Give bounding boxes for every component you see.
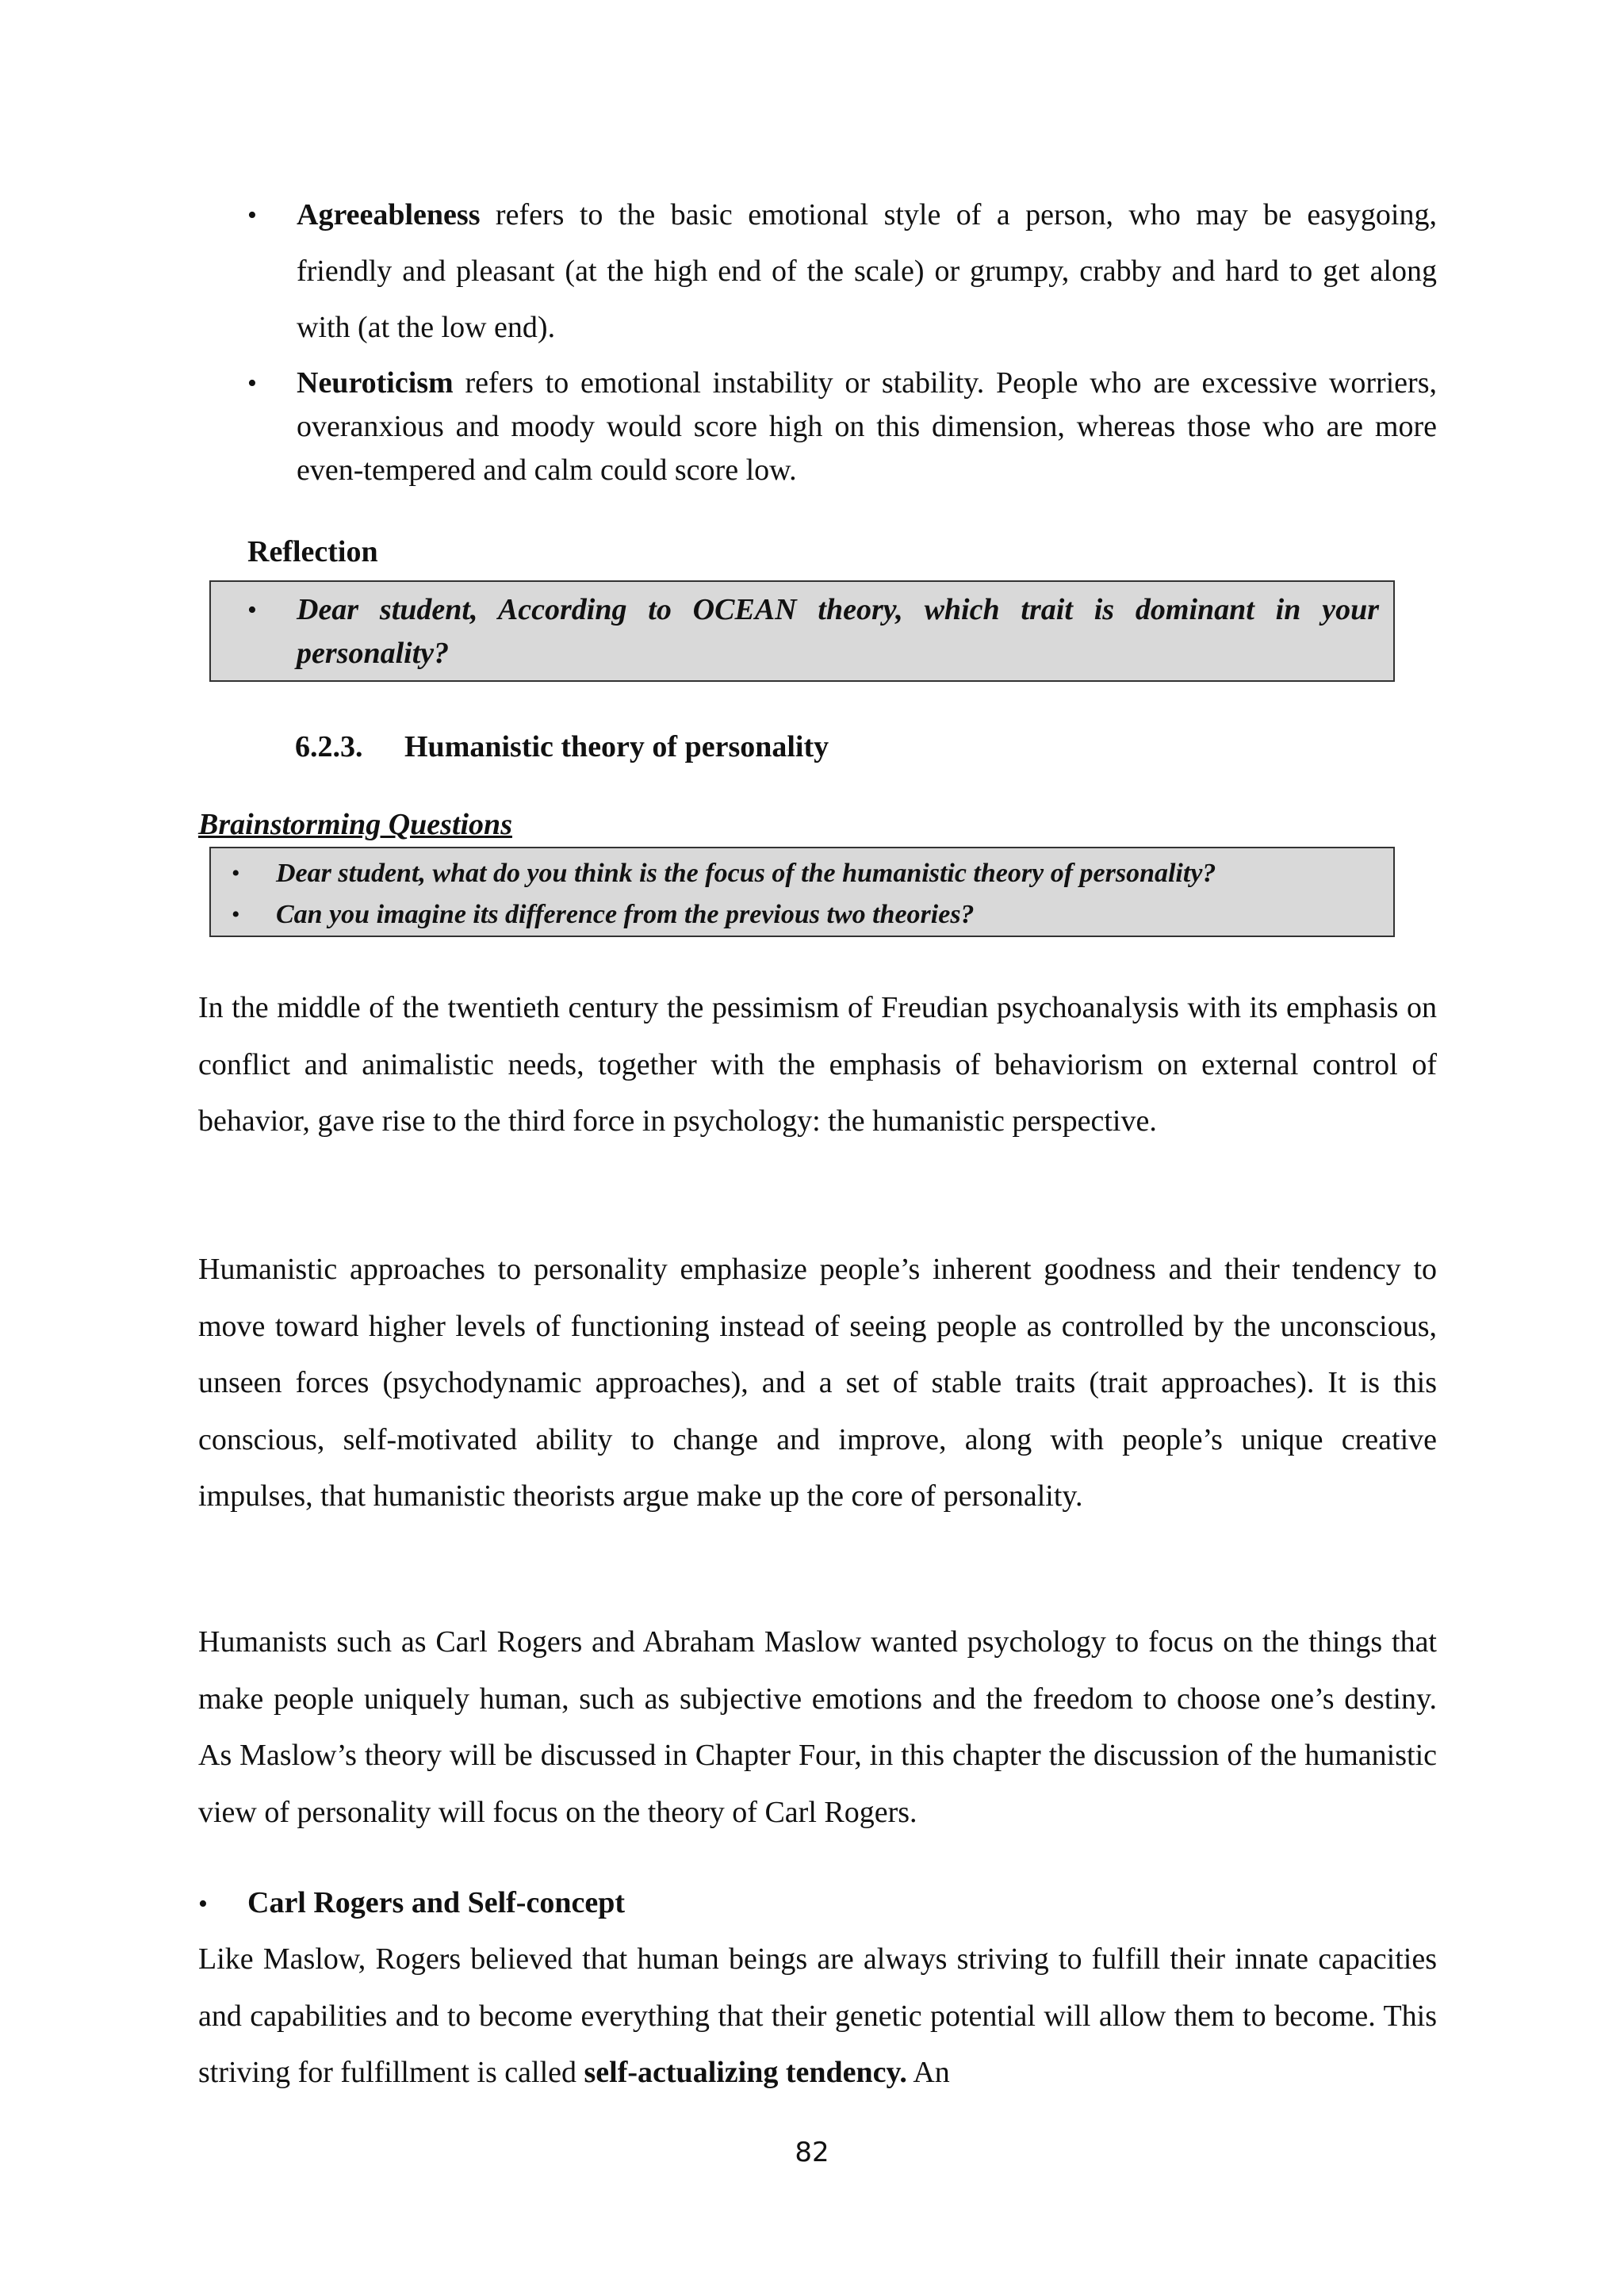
term-neuroticism: Neuroticism: [297, 366, 454, 400]
section-number: 6.2.3.: [295, 730, 363, 763]
carl-rogers-text-continued: An: [906, 2056, 950, 2089]
paragraph-humanists: Humanists such as Carl Rogers and Abraham Maslow wanted psychology to focus on the things that make people uniquely human, such as subjective emotions and the freedom to choose one’s destiny. As Maslow’s theory will be discussed in Chapter Four, in this chapter the discussion of the humanistic view of personality will focus on the theory of Carl Rogers.: [198, 1625, 1437, 1829]
reflection-question-text: Dear student, According to OCEAN theory, which trait is dominant in your personality?: [297, 593, 1379, 670]
bullet-point: •: [247, 595, 257, 625]
term-agreeableness: Agreeableness: [297, 198, 481, 232]
paragraph-humanistic-approaches: Humanistic approaches to personality emphasize people’s inherent goodness and their tendency to move toward higher levels of functioning instead of seeing people as controlled by the unconscious, unseen forces (psychodynamic approaches), and a set of stable traits (trait approaches). It is this conscious, self-motivated ability to change and improve, along with people’s unique creative impulses, that humanistic theorists argue make up the core of personality.: [198, 1253, 1437, 1513]
brainstorming-question: [232, 894, 1379, 936]
brainstorming-title: Brainstorming Questions: [198, 808, 512, 841]
reflection-title: Reflection: [247, 535, 378, 568]
bullet-point: •: [247, 369, 257, 398]
reflection-question: [247, 588, 1379, 675]
brainstorming-box: [209, 847, 1395, 937]
term-self-actualizing-tendency: self-actualizing tendency.: [584, 2056, 907, 2089]
agreeableness-definition: refers to the basic emotional style of a person, who may be easygoing, friendly and pleasant (at the high end of the scale) or grumpy, crabby and hard to get along with (at the low end).: [297, 198, 1437, 344]
paragraph-intro: In the middle of the twentieth century the pessimism of Freudian psychoanalysis with its emphasis on conflict and animalistic needs, together with the emphasis of behaviorism on external control of behavior, gave rise to the third force in psychology: the humanistic perspective.: [198, 991, 1437, 1138]
section-heading: [295, 725, 829, 769]
brainstorming-question-text: Dear student, what do you think is the focus of the humanistic theory of personality?: [276, 859, 1216, 888]
bullet-point: •: [232, 901, 240, 928]
brainstorming-question-text: Can you imagine its difference from the previous two theories?: [276, 900, 975, 929]
page-number: 82: [795, 2137, 829, 2168]
bullet-point: •: [198, 1889, 208, 1919]
carl-rogers-heading: [198, 1881, 625, 1927]
brainstorming-question: [232, 853, 1379, 894]
bullet-list-neuroticism: [247, 362, 1437, 492]
bullet-list-agreeableness: [247, 187, 1437, 356]
carl-rogers-heading-text: Carl Rogers and Self-concept: [247, 1886, 625, 1919]
bullet-agreeableness: [247, 187, 1437, 356]
carl-rogers-text: Like Maslow, Rogers believed that human beings are always striving to fulfill their innate capacities and capabilities and to become everything that their genetic potential will allow them to become. This striving for fulfillment is called: [198, 1942, 1437, 2089]
section-title: Humanistic theory of personality: [404, 730, 829, 763]
bullet-neuroticism: [247, 362, 1437, 492]
paragraph-carl-rogers: [198, 1931, 1437, 2102]
reflection-box: [209, 580, 1395, 682]
bullet-point: •: [247, 201, 257, 230]
bullet-point: •: [232, 860, 240, 886]
neuroticism-definition: refers to emotional instability or stability. People who are excessive worriers, overanxious and moody would score high on this dimension, whereas those who are more even-tempered and calm could score low.: [297, 366, 1437, 487]
